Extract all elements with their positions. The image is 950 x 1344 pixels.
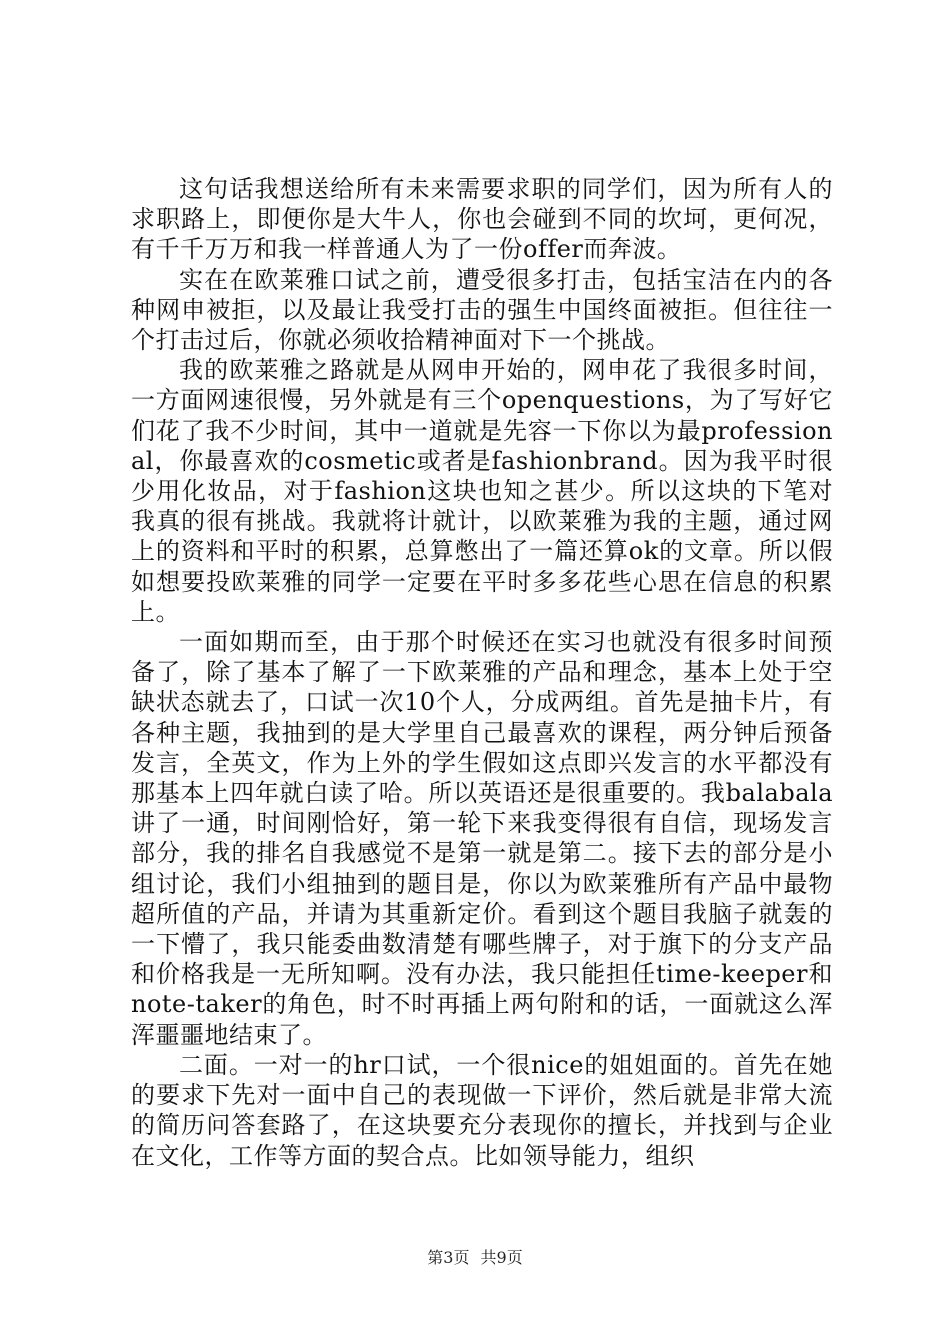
paragraph-2: 实在在欧莱雅口试之前，遭受很多打击，包括宝洁在内的各种网申被拒，以及最让我受打击的强生中国终面被拒。但往往一个打击过后，你就必须收拾精神面对下一个挑战。 xyxy=(131,265,833,355)
page-number-total: 共9页 xyxy=(480,1248,523,1267)
paragraph-1: 这句话我想送给所有未来需要求职的同学们，因为所有人的求职路上，即便你是大牛人，你也会碰到不同的坎坷，更何况，有千千万万和我一样普通人为了一份offer而奔波。 xyxy=(131,175,833,264)
paragraph-5: 二面。一对一的hr口试，一个很nice的姐姐面的。首先在她的要求下先对一面中自己的表现做一下评价，然后就是非常大流的简历问答套路了，在这块要充分表现你的擅长，并找到与企业在文化，工作等方面的契合点。比如领导能力，组织 xyxy=(131,1050,833,1170)
page-footer xyxy=(0,1245,950,1268)
page-number-current: 第3页 xyxy=(427,1248,470,1267)
paragraph-4: 一面如期而至，由于那个时候还在实习也就没有很多时间预备了，除了基本了解了一下欧莱雅的产品和理念，基本上处于空缺状态就去了，口试一次10个人，分成两组。首先是抽卡片，有各种主题，我抽到的是大学里自己最喜欢的课程，两分钟后预备发言，全英文，作为上外的学生假如这点即兴发言的水平都没有那基本上四年就白读了哈。所以英语还是很重要的。我balabala讲了一通，时间刚恰好，第一轮下来我变得很有自信，现场发言部分，我的排名自我感觉不是第一就是第二。接下去的部分是小组讨论，我们小组抽到的题目是，你以为欧莱雅所有产品中最物超所值的产品，并请为其重新定价。看到这个题目我脑子就轰的一下懵了，我只能委曲数清楚有哪些牌子，对于旗下的分支产品和价格我是一无所知啊。没有办法，我只能担任time-keeper和note-taker的角色，时不时再插上两句附和的话，一面就这么浑浑噩噩地结束了。 xyxy=(131,628,833,1049)
document-body xyxy=(131,174,833,1171)
paragraph-3: 我的欧莱雅之路就是从网申开始的，网申花了我很多时间，一方面网速很慢，另外就是有三个openquestions，为了写好它们花了我不少时间，其中一道就是先容一下你以为最professional，你最喜欢的cosmetic或者是fashionbrand。因为我平时很少用化妆品，对于fashion这块也知之甚少。所以这块的下笔对我真的很有挑战。我就将计就计，以欧莱雅为我的主题，通过网上的资料和平时的积累，总算憋出了一篇还算ok的文章。所以假如想要投欧莱雅的同学一定要在平时多多花些心思在信息的积累上。 xyxy=(131,356,833,626)
